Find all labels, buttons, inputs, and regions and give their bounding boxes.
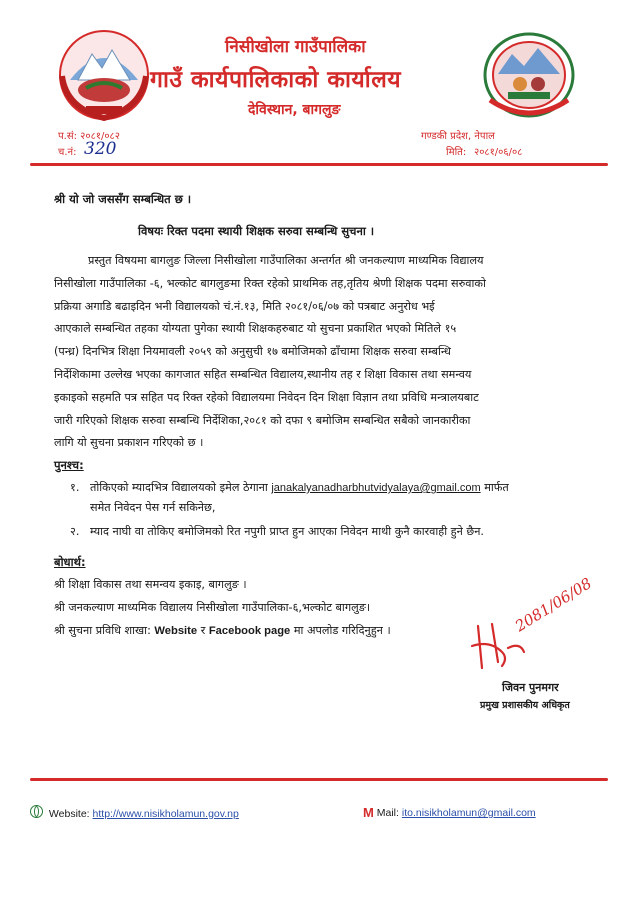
cc-3-facebook: Facebook page [208,625,291,637]
date-value: २०८१/०६/०८ [474,147,523,158]
note-1-text: तोकिएको म्यादभित्र विद्यालयको इमेल ठेगाना [90,481,268,494]
nepal-emblem [56,28,152,122]
note-2-number: २. [70,525,80,538]
body-line: आएकाले सम्बन्धित तहका योग्यता पुगेका स्थायी शिक्षकहरुबाट यो सुचना प्रकाशित भएको मितिले १५ [54,322,457,336]
province: गण्डकी प्रदेश, नेपाल [421,131,495,142]
body-line: प्रस्तुत विषयमा बागलुङ जिल्ला निसीखोला गाउँपालिका अन्तर्गत श्री जनकल्याण माध्यमिक विद्यालय [88,254,484,267]
cc-line: श्री शिक्षा विकास तथा समन्वय इकाइ, बागलुङ । [54,578,247,591]
note-1 [90,480,509,495]
website-row [30,805,239,820]
globe-icon [30,805,43,818]
cc-3-post: मा अपलोड गरिदिनुहुन । [293,624,391,637]
note-1-continuation: समेत निवेदन पेस गर्न सकिनेछ, [90,501,216,514]
note-2-text: म्याद नाघी वा तोकिए बमोजिमको रित नपुगी प्राप्त हुन आएका निवेदन माथी कुनै कारवाही हुने छैन. [90,525,484,538]
website-link[interactable]: http://www.nisikholamun.gov.np [92,808,239,820]
municipality-name: निसीखोला गाउँपालिका [225,37,366,57]
body-line: निसीखोला गाउँपालिका -६, भल्कोट बागलुङमा रिक्त रहेको प्राथमिक तह,तृतिय श्रेणी शिक्षक पदमा सरुवाको [54,276,486,290]
body-line: (पन्ध्र) दिनभित्र शिक्षा नियमावली २०५९ को अनुसुची १७ बमोजिमको ढाँचामा शिक्षक सरुवा सम्बन्धि [54,345,451,359]
cc-line-3 [54,623,391,638]
postscript-heading: पुनश्च: [54,458,84,472]
mail-row [363,805,536,820]
mail-label: Mail: [376,807,399,819]
handwritten-date: 2081/06/08 [512,574,595,636]
body-line: जारी गरिएको शिक्षक सरुवा सम्बन्धि निर्देशिका,२०८१ को दफा ९ बमोजिम सम्बन्धित सबैको जानकारीका [54,413,471,427]
note-1-tail: मार्फत [484,481,509,494]
office-address: देविस्थान, बागलुङ [248,102,341,118]
website-label: Website: [48,808,90,820]
date-label: मिति: [446,147,467,158]
body-line: लागि यो सुचना प्रकाशन गरिएको छ । [54,436,204,450]
signatory-name: जिवन पुनमगर [502,681,559,694]
dispatch-number-handwritten: 320 [84,139,117,159]
ref-number: प.सं: २०८१/०८२ [58,131,120,142]
header-divider [30,163,608,166]
cc-3-website: Website [154,625,198,637]
body-line: प्रक्रिया अगाडि बढाइदिन भनी विद्यालयको चं.नं.१३, मिति २०८१/०६/०७ को पत्रबाट अनुरोध भई [54,299,435,313]
office-name: गाउँ कार्यपालिकाको कार्यालय [150,67,402,93]
body-line: निर्देशिकामा उल्लेख भएका कागजात सहित सम्बन्धित विद्यालय,स्थानीय तह र शिक्षा विकास तथा समन्वय [54,367,472,381]
cc-heading: बोधार्थ: [54,555,86,569]
footer-divider [30,778,608,781]
body-line: इकाइको सहमति पत्र सहित पद रिक्त रहेको विद्यालयमा निवेदन दिन शिक्षा विज्ञान तथा प्रविधि मन्त्रालयबाट [54,390,479,404]
cc-3-mid: र [200,624,206,637]
recipient-line: श्री यो जो जससँग सम्बन्धित छ । [54,192,192,206]
dispatch-number-label: च.नं: [58,147,77,158]
note-1-number: १. [70,481,80,494]
mail-link[interactable]: ito.nisikholamun@gmail.com [401,807,536,819]
school-email-link[interactable]: janakalyanadharbhutvidyalaya@gmail.com [271,482,481,494]
municipality-seal [480,30,578,120]
cc-line: श्री जनकल्याण माध्यमिक विद्यालय निसीखोला गाउँपालिका-६,भल्कोट बागलुङ। [54,601,371,614]
letter-body [54,250,596,455]
mail-icon: M [363,805,374,820]
signatory-title: प्रमुख प्रशासकीय अधिकृत [480,700,570,711]
subject-line: विषयः रिक्त पदमा स्थायी शिक्षक सरुवा सम्बन्धि सुचना । [138,224,375,238]
cc-3-pre: श्री सुचना प्रविधि शाखा: [54,624,151,637]
